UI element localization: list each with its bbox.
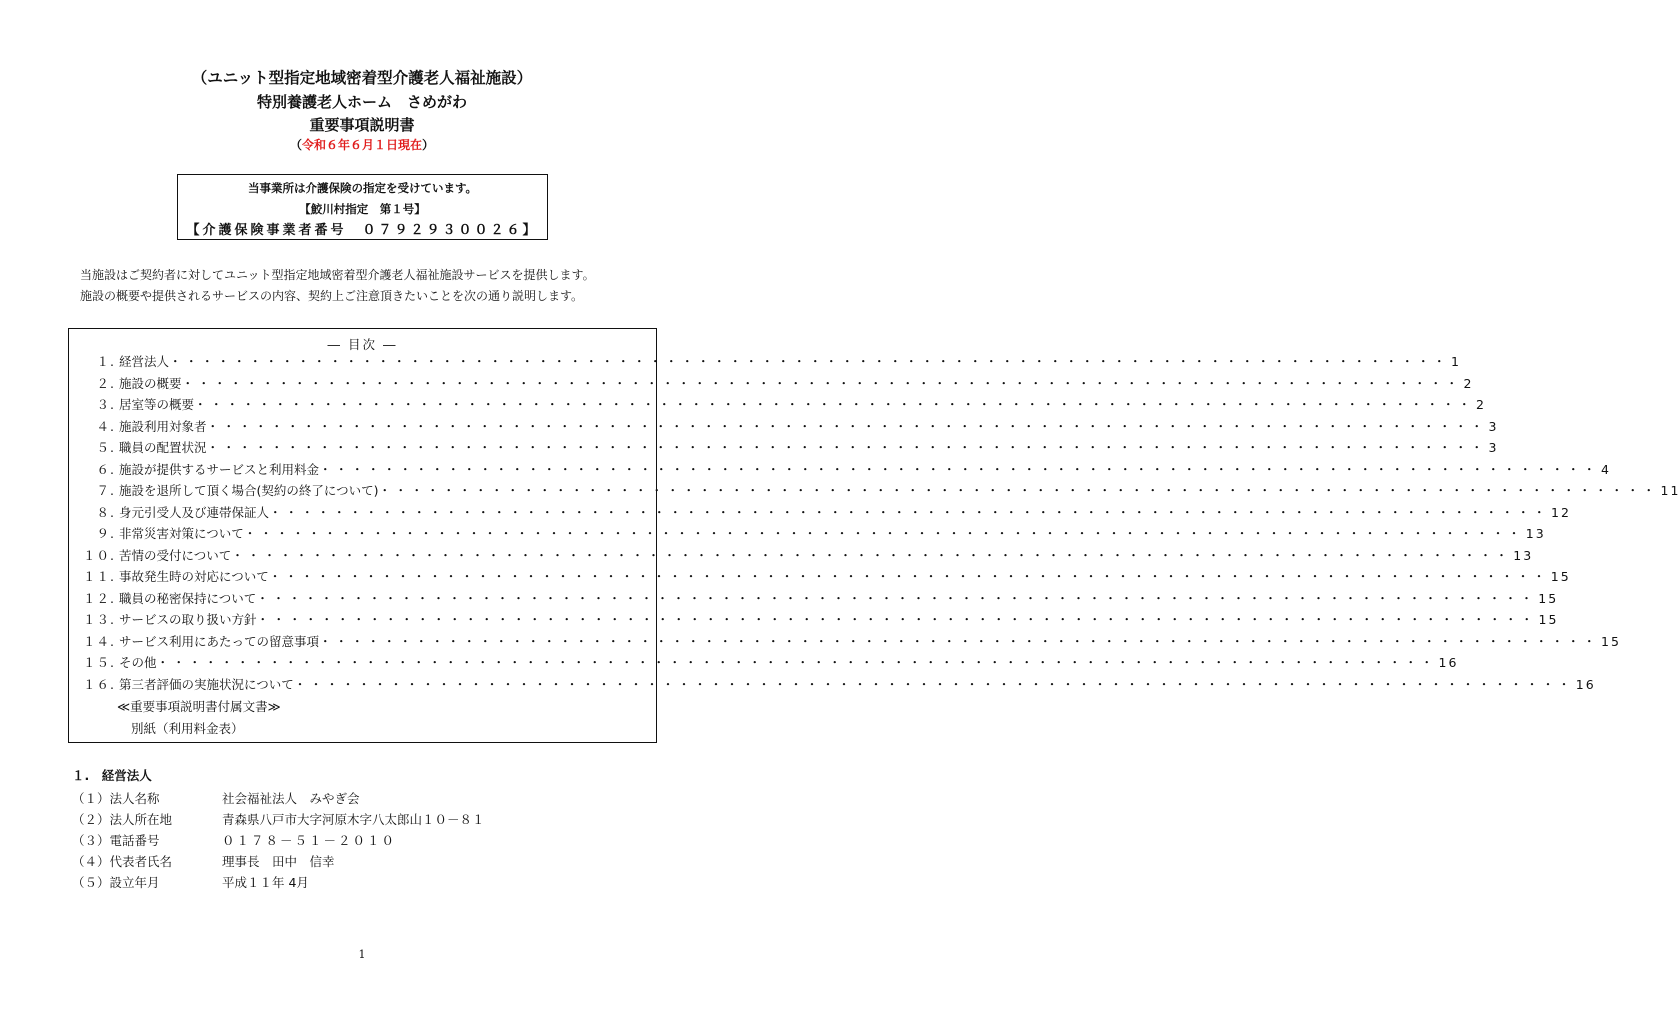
toc-item [79,437,1499,458]
toc-item-label: 第三者評価の実施状況について [119,676,294,692]
toc-item-page: 13 [1525,526,1546,541]
toc-item-number: １５. [83,655,115,670]
toc-item-label: 施設利用対象者 [119,418,207,434]
table-of-contents [68,328,1680,743]
toc-appendix-title: ≪重要事項説明書付属文書≫ [117,699,281,714]
document-title-block [0,66,724,154]
toc-item-label: 職員の配置状況 [119,440,207,455]
toc-heading: ― 目次 ― [327,337,398,352]
provider-number: 【介護保険事業者番号 ０７９２９３００２６】 [186,223,539,238]
toc-item-number: ９. [96,526,115,541]
toc-item-label: サービス利用にあたっての留意事項 [119,633,320,649]
toc-item-page: 3 [1488,418,1499,434]
corporation-info-row [72,872,485,893]
toc-item-label: 苦情の受付について [119,547,232,563]
toc-item-number: １２. [83,590,115,606]
intro-line-1: 当施設はご契約者に対してユニット型指定地域密着型介護老人福祉施設サービスを提供します。 [80,268,595,282]
corporation-info-row [72,809,485,830]
document-title: 重要事項説明書 [309,116,415,134]
toc-item-label: 施設が提供するサービスと利用料金 [119,461,320,477]
toc-item-number: １６. [83,676,115,692]
toc-leader-dots: ・・・・・・・・・・・・・・・・・・・・・・・・・・・・・・・・・・・・・・・・・・・・・・・・・・・・・・・・・・・・・・・・・・・・・・・・・・・・・・・・ [378,483,1659,498]
toc-item [79,566,1571,587]
toc-item-number: ２. [96,375,115,391]
intro-paragraph [80,265,680,307]
toc-item-page: 15 [1550,569,1571,584]
toc-item-page: 15 [1601,633,1621,649]
toc-leader-dots: ・・・・・・・・・・・・・・・・・・・・・・・・・・・・・・・・・・・・・・・・・・・・・・・・・・・・・・・・・・・・・・・・・・・・・・・・・・・・・・・・ [156,655,1437,670]
toc-item-label: 施設の概要 [119,375,182,391]
toc-item-page: 4 [1601,461,1611,477]
toc-item-number: ８. [96,504,115,520]
toc-item [79,502,1571,523]
toc-leader-dots: ・・・・・・・・・・・・・・・・・・・・・・・・・・・・・・・・・・・・・・・・・・・・・・・・・・・・・・・・・・・・・・・・・・・・・・・・・・・・・・・・ [231,547,1512,563]
date-text: 令和６年６月１日現在 [301,138,422,152]
corporation-info-value: 社会福祉法人 みやぎ会 [222,791,360,806]
toc-item-page: 15 [1538,612,1559,627]
corporation-info-row [72,788,485,809]
toc-item-label: 身元引受人及び連帯保証人 [119,504,270,520]
toc-item-number: １１. [83,569,115,584]
toc-leader-dots: ・・・・・・・・・・・・・・・・・・・・・・・・・・・・・・・・・・・・・・・・・・・・・・・・・・・・・・・・・・・・・・・・・・・・・・・・・・・・・・・・ [206,440,1487,455]
corporation-info [72,788,485,893]
toc-item-label: 施設を退所して頂く場合(契約の終了について) [119,483,379,498]
corporation-info-key: （１）法人名称 [72,791,160,806]
date-close-paren: ） [422,138,435,152]
toc-item-label: その他 [119,655,157,670]
toc-item-number: ３. [96,397,115,412]
toc-item-number: １４. [83,633,115,649]
toc-item-label: サービスの取り扱い方針 [119,612,257,627]
corporation-info-key: （４）代表者氏名 [72,854,173,869]
toc-item [79,416,1499,437]
designation-box [177,174,548,240]
corporation-info-key: （３）電話番号 [72,833,160,848]
toc-item-number: ６. [96,461,115,477]
toc-leader-dots: ・・・・・・・・・・・・・・・・・・・・・・・・・・・・・・・・・・・・・・・・・・・・・・・・・・・・・・・・・・・・・・・・・・・・・・・・・・・・・・・・ [256,612,1537,627]
toc-item-number: ４. [96,418,115,434]
toc-leader-dots: ・・・・・・・・・・・・・・・・・・・・・・・・・・・・・・・・・・・・・・・・・・・・・・・・・・・・・・・・・・・・・・・・・・・・・・・・・・・・・・・・ [194,397,1475,412]
corporation-info-value: 理事長 田中 信幸 [222,854,335,869]
toc-item-page: 2 [1463,375,1474,391]
toc-item-label: 経営法人 [119,354,170,369]
intro-line-2: 施設の概要や提供されるサービスの内容、契約上ご注意頂きたいことを次の通り説明します。 [80,289,584,303]
toc-item-number: ５. [96,440,115,455]
toc-item-number: １３. [83,612,115,627]
facility-type-title: （ユニット型指定地域密着型介護老人福祉施設） [191,69,533,87]
facility-name-title: 特別養護老人ホーム さめがわ [256,93,467,111]
toc-leader-dots: ・・・・・・・・・・・・・・・・・・・・・・・・・・・・・・・・・・・・・・・・・・・・・・・・・・・・・・・・・・・・・・・・・・・・・・・・・・・・・・・・ [243,526,1524,541]
toc-item-page: 2 [1476,397,1486,412]
toc-item-number: ７. [96,483,115,498]
toc-leader-dots: ・・・・・・・・・・・・・・・・・・・・・・・・・・・・・・・・・・・・・・・・・・・・・・・・・・・・・・・・・・・・・・・・・・・・・・・・・・・・・・・・ [319,461,1600,477]
toc-item-page: 1 [1451,354,1461,369]
toc-item [79,609,1559,630]
toc-item-page: 15 [1538,590,1559,606]
corporation-info-value: ０１７８－５１－２０１０ [222,833,397,848]
toc-item [79,373,1474,394]
date-open-paren: （ [289,138,302,152]
toc-item-page: 13 [1513,547,1534,563]
toc-item [79,459,1611,480]
section-1-title: １. 経営法人 [72,768,152,783]
toc-item-label: 事故発生時の対応について [119,569,269,584]
corporation-info-row [72,851,485,872]
toc-item-page: 3 [1488,440,1499,455]
toc-leader-dots: ・・・・・・・・・・・・・・・・・・・・・・・・・・・・・・・・・・・・・・・・・・・・・・・・・・・・・・・・・・・・・・・・・・・・・・・・・・・・・・・・ [268,569,1549,584]
toc-leader-dots: ・・・・・・・・・・・・・・・・・・・・・・・・・・・・・・・・・・・・・・・・・・・・・・・・・・・・・・・・・・・・・・・・・・・・・・・・・・・・・・・・ [206,418,1487,434]
toc-item [79,351,1461,372]
toc-item-label: 職員の秘密保持について [119,590,257,606]
toc-item-number: １. [96,354,115,369]
toc-item-page: 12 [1551,504,1571,520]
toc-item [79,545,1534,566]
corporation-info-key: （５）設立年月 [72,875,160,890]
toc-item [79,674,1596,695]
toc-leader-dots: ・・・・・・・・・・・・・・・・・・・・・・・・・・・・・・・・・・・・・・・・・・・・・・・・・・・・・・・・・・・・・・・・・・・・・・・・・・・・・・・・ [319,633,1600,649]
toc-item [79,523,1546,544]
toc-item [79,652,1459,673]
toc-item [79,394,1486,415]
toc-leader-dots: ・・・・・・・・・・・・・・・・・・・・・・・・・・・・・・・・・・・・・・・・・・・・・・・・・・・・・・・・・・・・・・・・・・・・・・・・・・・・・・・・ [181,375,1462,391]
toc-item-page: 11 [1660,483,1680,498]
toc-item-label: 居室等の概要 [119,397,195,412]
corporation-info-key: （２）法人所在地 [72,812,173,827]
as-of-date [0,136,724,154]
toc-item-page: 16 [1575,676,1596,692]
corporation-info-row [72,830,485,851]
toc-item [79,480,1680,501]
toc-item-page: 16 [1438,655,1459,670]
corporation-info-value: 平成１１年 4月 [222,875,309,890]
toc-item [79,588,1559,609]
toc-leader-dots: ・・・・・・・・・・・・・・・・・・・・・・・・・・・・・・・・・・・・・・・・・・・・・・・・・・・・・・・・・・・・・・・・・・・・・・・・・・・・・・・・ [293,676,1574,692]
toc-item-number: １０. [83,547,115,563]
toc-leader-dots: ・・・・・・・・・・・・・・・・・・・・・・・・・・・・・・・・・・・・・・・・・・・・・・・・・・・・・・・・・・・・・・・・・・・・・・・・・・・・・・・・ [169,354,1450,369]
toc-appendix-fee-table: 別紙（利用料金表） [131,720,244,736]
toc-item [79,631,1621,652]
toc-leader-dots: ・・・・・・・・・・・・・・・・・・・・・・・・・・・・・・・・・・・・・・・・・・・・・・・・・・・・・・・・・・・・・・・・・・・・・・・・・・・・・・・・ [269,504,1550,520]
designation-number: 【鮫川村指定 第１号】 [299,202,426,216]
page-number: 1 [358,948,366,961]
corporation-info-value: 青森県八戸市大字河原木字八太郎山１０－８１ [222,812,485,827]
toc-item-label: 非常災害対策について [119,526,244,541]
designation-statement: 当事業所は介護保険の指定を受けています。 [247,181,478,195]
toc-leader-dots: ・・・・・・・・・・・・・・・・・・・・・・・・・・・・・・・・・・・・・・・・・・・・・・・・・・・・・・・・・・・・・・・・・・・・・・・・・・・・・・・・ [256,590,1537,606]
